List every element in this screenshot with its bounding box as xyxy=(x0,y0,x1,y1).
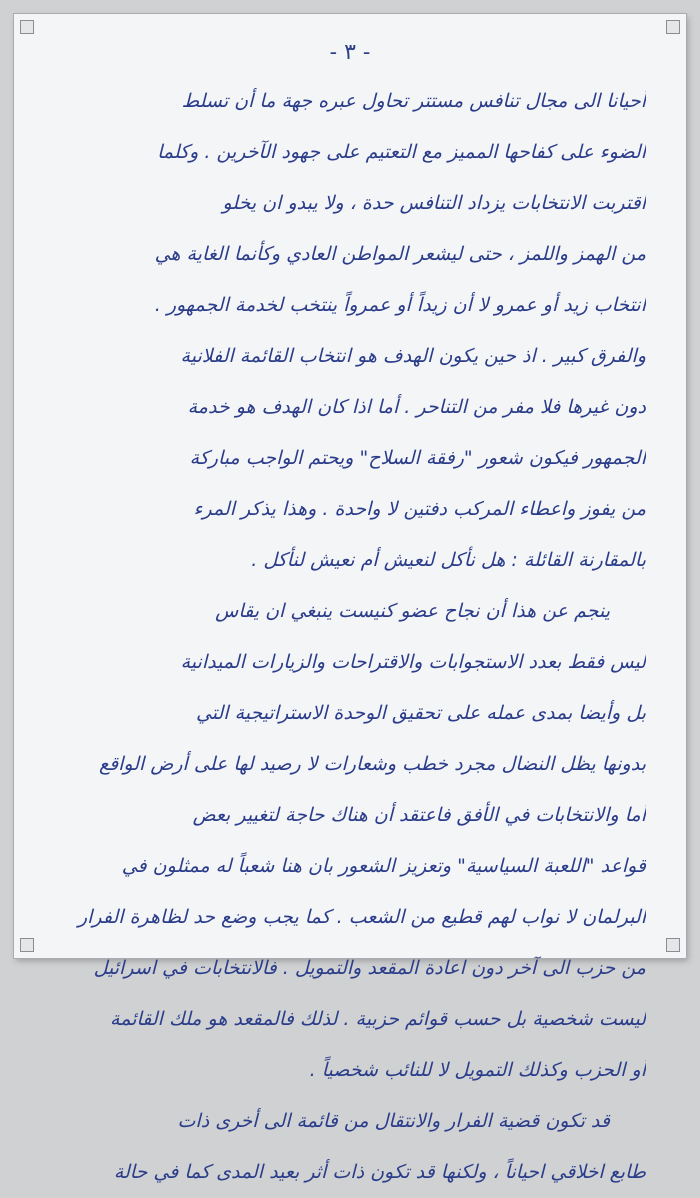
page-number: - ٣ - xyxy=(329,40,371,65)
text-line: الضوء على كفاحها المميز مع التعتيم على جهود الآخرين . وكلما xyxy=(157,141,646,163)
handwritten-body xyxy=(62,76,646,1198)
text-line: البرلمان لا نواب لهم قطيع من الشعب . كما يجب وضع حد لظاهرة الفرار xyxy=(77,906,646,928)
text-line: بل وأيضا بمدى عمله على تحقيق الوحدة الاستراتيجية التي xyxy=(195,702,646,724)
text-line: بدونها يظل النضال مجرد خطب وشعارات لا رصيد لها على أرض الواقع xyxy=(98,753,646,775)
scan-corner-marker xyxy=(666,938,680,952)
text-line: انتخاب زيد أو عمرو لا أن زيداً أو عمرواً ينتخب لخدمة الجمهور . xyxy=(154,294,646,316)
scan-corner-marker xyxy=(20,20,34,34)
text-line: اقتربت الانتخابات يزداد التنافس حدة ، ولا يبدو ان يخلو xyxy=(222,192,646,214)
text-line: والفرق كبير . اذ حين يكون الهدف هو انتخاب القائمة الفلانية xyxy=(180,345,646,367)
text-line: أحيانا الى مجال تنافس مستتر تحاول عبره جهة ما أن تسلط xyxy=(181,90,646,112)
text-line: من يفوز واعطاء المركب دفتين لا واحدة . وهذا يذكر المرء xyxy=(193,498,646,520)
text-line: ليست شخصية بل حسب قوائم حزبية . لذلك فالمقعد هو ملك القائمة xyxy=(110,1008,646,1030)
text-line: ليس فقط بعدد الاستجوابات والاقتراحات والزيارات الميدانية xyxy=(180,651,646,673)
text-line: أو الحزب وكذلك التمويل لا للنائب شخصياً . xyxy=(309,1059,646,1081)
text-line: دون غيرها فلا مفر من التناحر . أما اذا كان الهدف هو خدمة xyxy=(187,396,646,418)
text-line: قد تكون قضية الفرار والانتقال من قائمة الى أخرى ذات xyxy=(177,1110,610,1132)
scan-corner-marker xyxy=(666,20,680,34)
letter-page xyxy=(14,14,686,1183)
text-line: أما والانتخابات في الأفق فاعتقد أن هناك حاجة لتغيير بعض xyxy=(192,804,646,826)
text-line: بالمقارنة القائلة : هل نأكل لنعيش أم نعيش لنأكل . xyxy=(251,549,646,571)
text-line: من حزب الى آخر دون اعادة المقعد والتمويل . فالانتخابات في اسرائيل xyxy=(93,957,646,979)
text-line: قواعد "اللعبة السياسية" وتعزيز الشعور بان هنا شعباً له ممثلون في xyxy=(121,855,646,877)
text-line: الجمهور فيكون شعور "رفقة السلاح" ويحتم الواجب مباركة xyxy=(189,447,646,469)
text-line: ينجم عن هذا أن نجاح عضو كنيست ينبغي ان يقاس xyxy=(215,600,610,622)
text-line: طابع اخلاقي احياناً ، ولكنها قد تكون ذات أثر بعيد المدى كما في حالة xyxy=(113,1161,646,1183)
scan-corner-marker xyxy=(20,938,34,952)
text-line: من الهمز واللمز ، حتى ليشعر المواطن العادي وكأنما الغاية هي xyxy=(154,243,646,265)
